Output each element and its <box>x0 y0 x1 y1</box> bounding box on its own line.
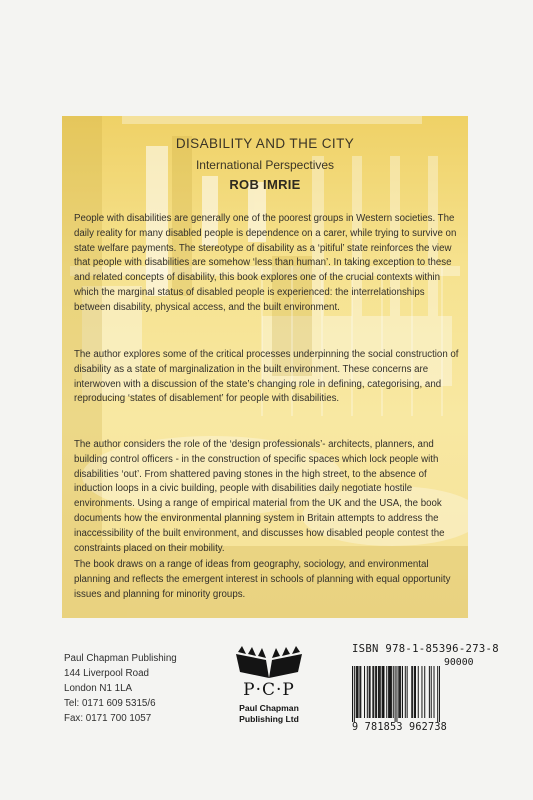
barcode-bar <box>386 666 387 718</box>
barcode-bar <box>373 666 374 718</box>
barcode-bar <box>405 666 406 718</box>
barcode-bar <box>358 666 359 718</box>
blurb-paragraph-2: The author explores some of the critical processes underpinning the social construction of disability as a state of marginalization in the built environment. These concerns are interwoven with a discussion of the state’s changing role in defining, categorising, and reproducing ‘states of disablement’ for people with disabilities. <box>74 349 459 405</box>
barcode-bar <box>383 666 384 718</box>
barcode-bar <box>372 666 373 718</box>
barcode-bar <box>376 666 377 718</box>
barcode-bar <box>429 666 430 718</box>
barcode-bar <box>382 666 383 718</box>
book-subtitle: International Perspectives <box>195 158 335 172</box>
publisher-address-block <box>64 652 177 727</box>
barcode-bar <box>359 666 360 718</box>
barcode-bar <box>393 666 394 718</box>
barcode-bar <box>431 666 432 718</box>
barcode-bar <box>383 666 384 718</box>
barcode-bar <box>418 666 419 718</box>
blurb-paragraph-1: People with disabilities are generally one of the poorest groups in Western societies. The daily reality for many disabled people is dependence on a carer, while trying to survive on state welfare payments. The stereotype of disability as a ‘pitiful’ state reinforces the view that people with disabilities are somehow ‘less than human’. In taking exception to these and related concepts of disability, this book explores one of the crucial contexts within which the marginal status of disabled people is experienced: the interrelationships between disability, physical access, and the built environment. <box>74 213 457 313</box>
barcode-bar <box>395 666 396 722</box>
barcode-bar <box>398 666 399 718</box>
barcode-bar <box>396 666 397 722</box>
barcode-bar <box>379 666 380 718</box>
barcode-bar <box>437 666 438 722</box>
logo-line-1: Paul Chapman <box>239 703 299 713</box>
barcode-bar <box>378 666 379 718</box>
back-cover-panel <box>62 116 468 618</box>
publisher-address-line-2: London N1 1LA <box>64 682 133 694</box>
open-book-icon <box>226 646 312 680</box>
isbn-barcode <box>352 666 440 722</box>
barcode-bar <box>388 666 389 718</box>
barcode-bar <box>402 666 403 718</box>
book-author: ROB IMRIE <box>229 177 301 192</box>
publisher-name: Paul Chapman Publishing <box>64 653 177 664</box>
publisher-telephone: Tel: 0171 609 5315/6 <box>64 697 156 709</box>
logo-line-2: Publishing Ltd <box>239 714 299 724</box>
barcode-bar <box>356 666 357 718</box>
logo-mark: P·C·P <box>243 680 295 700</box>
barcode-bar <box>360 666 361 718</box>
barcode-bar <box>407 666 408 718</box>
barcode-bar <box>354 666 355 722</box>
barcode-digits: 9 781853 962738 <box>352 722 448 733</box>
publisher-fax: Fax: 0171 700 1057 <box>64 712 152 724</box>
price-code: 90000 <box>444 657 474 668</box>
barcode-bar <box>375 666 376 718</box>
barcode-bar <box>369 666 370 718</box>
barcode-bar <box>380 666 381 718</box>
barcode-bar <box>415 666 416 718</box>
barcode-bar <box>352 666 353 722</box>
barcode-bar <box>434 666 435 718</box>
barcode-bar <box>367 666 368 718</box>
barcode-bar <box>412 666 413 718</box>
barcode-bar <box>421 666 422 718</box>
barcode-bar <box>370 666 371 718</box>
barcode-bar <box>424 666 425 718</box>
publisher-logo <box>226 646 312 736</box>
book-title: DISABILITY AND THE CITY <box>175 136 355 151</box>
barcode-bar <box>364 666 365 718</box>
barcode-bar <box>357 666 358 718</box>
barcode-bar <box>411 666 412 718</box>
barcode-bar <box>414 666 415 718</box>
barcode-bar <box>399 666 400 718</box>
barcode-bar <box>439 666 440 722</box>
barcode-bar <box>390 666 391 718</box>
publisher-address-line-1: 144 Liverpool Road <box>64 667 149 679</box>
barcode-bar <box>391 666 392 718</box>
blurb-paragraph-3: The author considers the role of the ‘design professionals’- architects, planners, and building control officers - in the construction of specific spaces which lock people with disabilities ‘out’. From shattered paving stones in the high street, to the absence of induction loops in a civic building, people with disabilities daily negotiate hostile environments. Using a range of empirical material from the UK and the USA, the book documents how the environmental planning system in Britain attempts to address the inaccessibility of the built environment, and discusses how disabled people contest the constraints placed on their mobility. <box>74 439 445 554</box>
blurb-paragraph-4: The book draws on a range of ideas from geography, sociology, and environmental planning and reflects the emergent interest in schools of planning with equal opportunity issues and planning for minority groups. <box>74 559 451 600</box>
isbn-label: ISBN 978-1-85396-273-8 <box>352 643 499 655</box>
barcode-bar <box>389 666 390 718</box>
barcode-bar <box>400 666 401 718</box>
